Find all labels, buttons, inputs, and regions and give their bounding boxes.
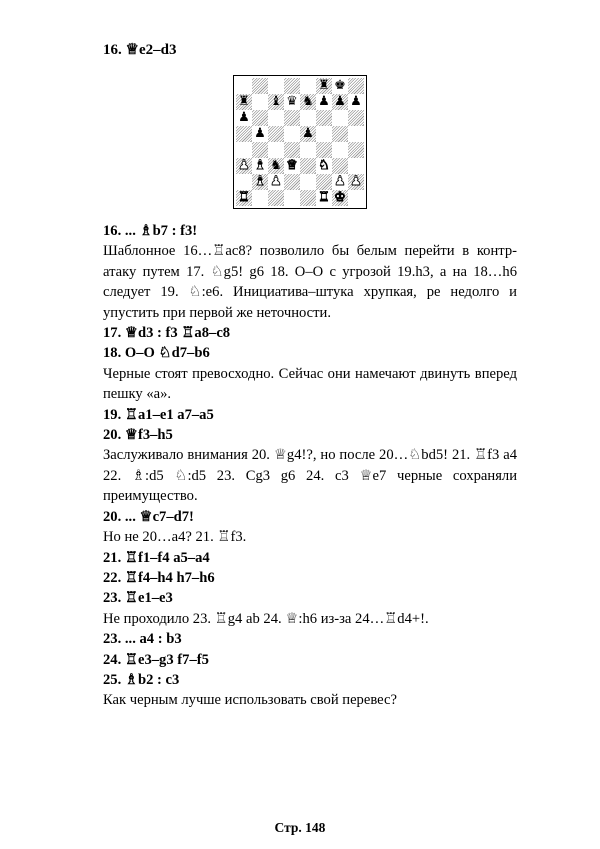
board-square: [252, 158, 268, 174]
board-square: [284, 142, 300, 158]
board-square: [348, 94, 364, 110]
board-square: [284, 174, 300, 190]
black-king-icon: ♚: [334, 78, 346, 93]
board-square: [348, 190, 364, 206]
board-square: [236, 110, 252, 126]
white-pawn-icon: ♟: [238, 158, 250, 173]
comment-paragraph: Заслуживало внимания 20. ♕g4!?, но после 20…♘bd5! 21. ♖f3 a4 22. ♗:d5 ♘:d5 23. Cg3 g6 24. c3 ♕e7 черные сохраняли преимущество.: [103, 447, 517, 505]
board-square: [316, 142, 332, 158]
board-square: [252, 190, 268, 206]
board-square: [268, 94, 284, 110]
board-square: [268, 78, 284, 94]
board-square: [300, 142, 316, 158]
board-square: [332, 158, 348, 174]
diagram-heading: 16. ♕e2–d3: [103, 42, 177, 58]
move-line: 24. ♖e3–g3 f7–f5: [103, 651, 209, 668]
board-square: [332, 174, 348, 190]
board-square: [300, 190, 316, 206]
board-square: [236, 94, 252, 110]
board-square: [348, 142, 364, 158]
black-pawn-icon: ♟: [334, 94, 346, 109]
board-square: [332, 126, 348, 142]
board-square: [284, 78, 300, 94]
move-line: 20. ... ♕c7–d7!: [103, 508, 194, 525]
comment-paragraph: Черные стоят превосходно. Сейчас они намечают двинуть вперед пешку «а».: [103, 365, 517, 403]
board-square: [252, 94, 268, 110]
black-knight-icon: ♞: [270, 158, 282, 173]
comment-paragraph: Как черным лучше использовать свой перевес?: [103, 692, 397, 709]
board-square: [300, 94, 316, 110]
white-pawn-icon: ♟: [334, 174, 346, 189]
black-rook-icon: ♜: [318, 78, 330, 93]
board-square: [316, 78, 332, 94]
black-queen-icon: ♛: [286, 94, 298, 109]
board-square: [348, 110, 364, 126]
board-square: [316, 94, 332, 110]
board-square: [300, 110, 316, 126]
comment-paragraph: Но не 20…a4? 21. ♖f3.: [103, 529, 247, 546]
white-rook-icon: ♜: [238, 190, 250, 205]
board-square: [332, 78, 348, 94]
comment-paragraph: Шаблонное 16…♖ac8? позволило бы белым перейти в контр-атаку путем 17. ♘g5! g6 18. O–O с угрозой 19.h3, а на 18…h6 следует 19. ♘:e6. Инициатива–штука хрупкая, ре недолго и упустить при первой же неточности.: [103, 243, 517, 321]
white-pawn-icon: ♟: [350, 174, 362, 189]
white-rook-icon: ♜: [318, 190, 330, 205]
board-square: [316, 110, 332, 126]
black-pawn-icon: ♟: [254, 126, 266, 141]
board-square: [332, 142, 348, 158]
move-line: 22. ♖f4–h4 h7–h6: [103, 569, 215, 586]
black-pawn-icon: ♟: [302, 126, 314, 141]
board-square: [268, 190, 284, 206]
board-square: [284, 126, 300, 142]
chess-board: [233, 75, 367, 209]
board-square: [236, 78, 252, 94]
board-square: [236, 174, 252, 190]
move-line: 17. ♕d3 : f3 ♖a8–c8: [103, 325, 231, 342]
board-square: [252, 126, 268, 142]
board-square: [316, 174, 332, 190]
black-rook-icon: ♜: [238, 94, 250, 109]
white-queen-icon: ♛: [286, 158, 298, 173]
board-grid: [236, 78, 364, 206]
white-bishop-icon: ♝: [254, 158, 266, 173]
board-square: [332, 110, 348, 126]
board-square: [268, 174, 284, 190]
board-square: [300, 174, 316, 190]
board-square: [300, 158, 316, 174]
move-line: 20. ♕f3–h5: [103, 427, 173, 444]
move-line: 16. ... ♗b7 : f3!: [103, 223, 198, 239]
board-square: [268, 158, 284, 174]
black-pawn-icon: ♟: [238, 110, 250, 125]
move-line: 21. ♖f1–f4 a5–a4: [103, 549, 210, 566]
board-square: [252, 142, 268, 158]
board-square: [332, 190, 348, 206]
board-square: [348, 126, 364, 142]
black-knight-icon: ♞: [302, 94, 314, 109]
board-square: [332, 94, 348, 110]
move-line: 25. ♗b2 : c3: [103, 671, 180, 688]
white-pawn-icon: ♟: [270, 174, 282, 189]
board-square: [252, 174, 268, 190]
board-square: [316, 126, 332, 142]
board-square: [252, 78, 268, 94]
move-line: 23. ♖e1–e3: [103, 590, 173, 607]
white-king-icon: ♚: [334, 190, 346, 205]
board-square: [284, 190, 300, 206]
white-bishop-icon: ♝: [254, 174, 266, 189]
white-knight-icon: ♞: [318, 158, 330, 173]
board-square: [268, 126, 284, 142]
board-square: [252, 110, 268, 126]
board-square: [236, 190, 252, 206]
commentary: [103, 221, 517, 711]
board-square: [348, 78, 364, 94]
board-square: [268, 142, 284, 158]
board-square: [284, 94, 300, 110]
comment-paragraph: Не проходило 23. ♖g4 ab 24. ♕:h6 из-за 24…♖d4+!.: [103, 610, 429, 627]
board-square: [236, 158, 252, 174]
move-line: 23. ... a4 : b3: [103, 631, 182, 648]
board-square: [316, 158, 332, 174]
black-pawn-icon: ♟: [318, 94, 330, 109]
board-square: [236, 126, 252, 142]
black-pawn-icon: ♟: [350, 94, 362, 109]
board-square: [284, 158, 300, 174]
board-square: [268, 110, 284, 126]
board-square: [348, 174, 364, 190]
board-square: [348, 158, 364, 174]
board-square: [236, 142, 252, 158]
board-square: [300, 78, 316, 94]
board-square: [284, 110, 300, 126]
board-square: [316, 190, 332, 206]
page-number: Стр. 148: [274, 820, 326, 835]
board-square: [300, 126, 316, 142]
move-line: 18. O–O ♘d7–b6: [103, 345, 210, 362]
move-line: 19. ♖a1–e1 a7–a5: [103, 406, 214, 423]
black-bishop-icon: ♝: [270, 94, 282, 109]
